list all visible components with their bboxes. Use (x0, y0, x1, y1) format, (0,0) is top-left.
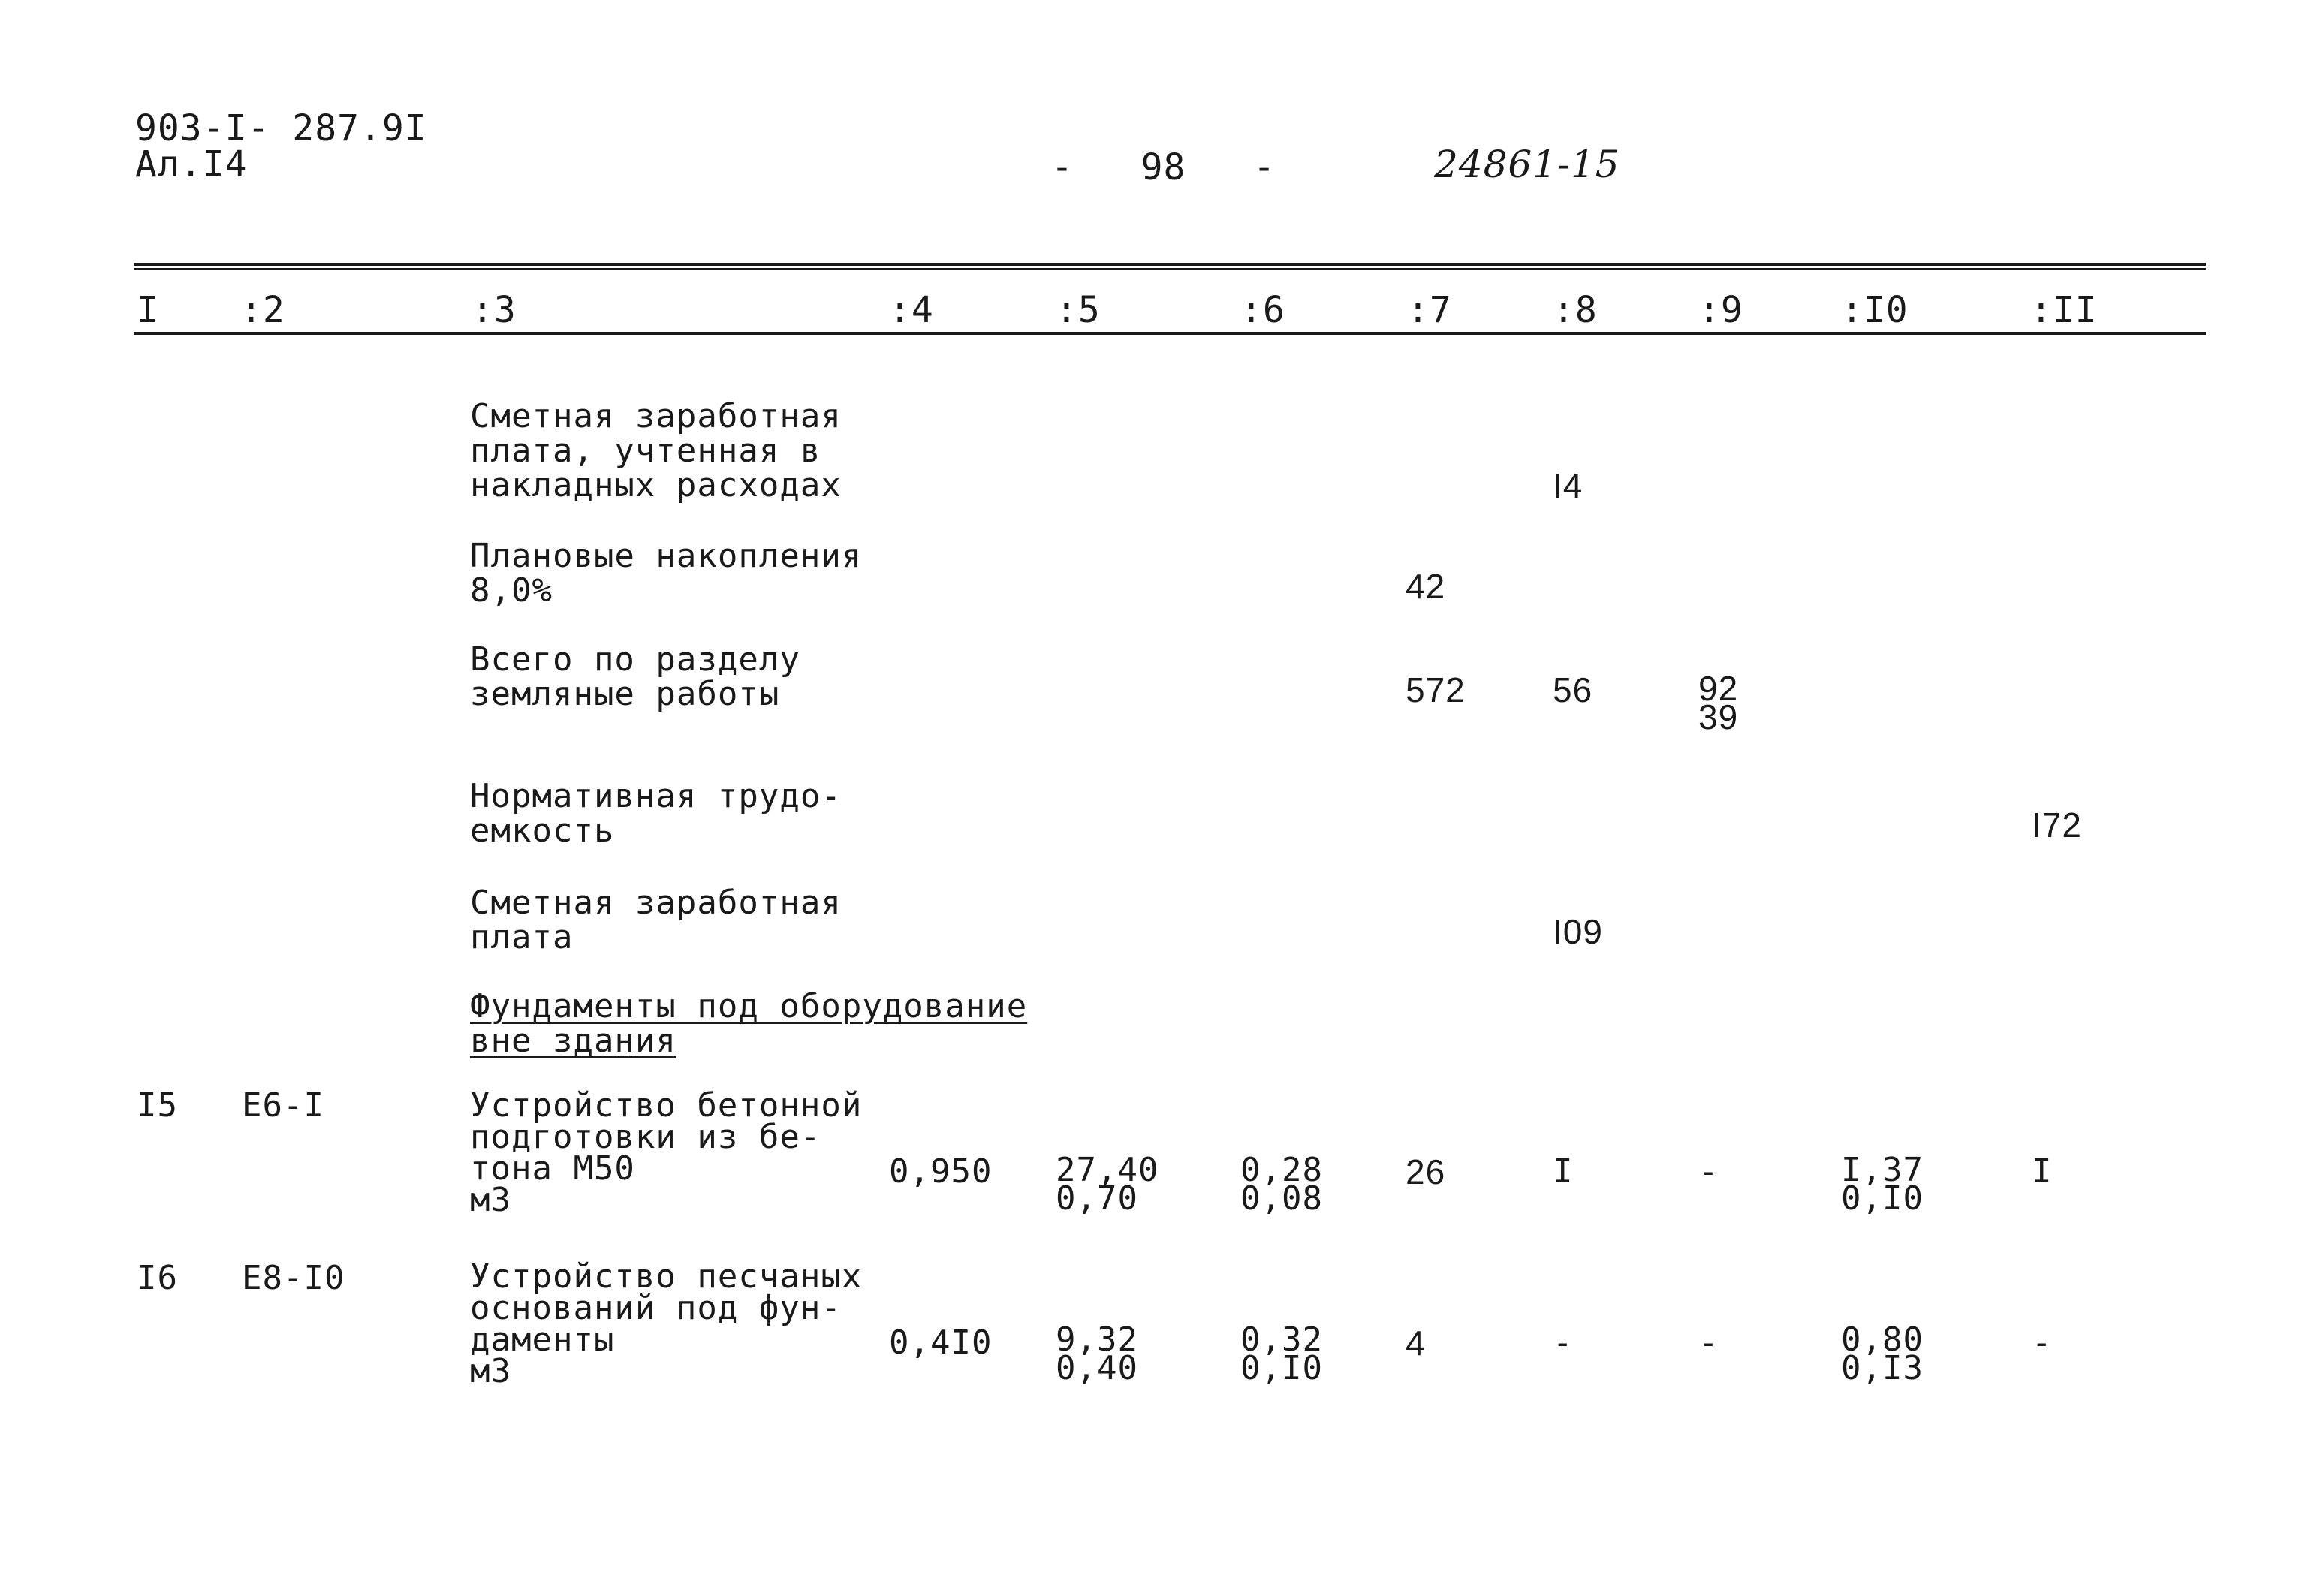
row-description: Сметная заработная плата (470, 884, 842, 956)
header-bottom-rule (134, 332, 2206, 335)
column-header-6: :6 (1240, 289, 1285, 331)
cell-col-6: 0,32 0,I0 (1240, 1320, 1323, 1387)
cell-col-8: - (1553, 1323, 1574, 1362)
page-number: - 98 - (1051, 146, 1276, 188)
cell-col-8: I (1553, 1152, 1574, 1191)
column-header-1: I (137, 289, 159, 331)
cell-col-7: 26 (1406, 1152, 1446, 1191)
sheet-label: Ал.I4 (135, 143, 248, 185)
rate-code: Е8-I0 (242, 1259, 345, 1297)
rate-code: Е6-I (242, 1086, 324, 1125)
cell-col-9: 92 39 (1698, 669, 1739, 736)
cell-col-9: - (1698, 1152, 1719, 1191)
cell-col-8: I4 (1553, 466, 1583, 505)
cell-col-10: I,37 0,I0 (1841, 1151, 1924, 1218)
column-header-5: :5 (1056, 289, 1101, 331)
inventory-stamp: 24861-15 (1434, 143, 1620, 186)
column-header-8: :8 (1553, 289, 1598, 331)
row-description: Плановые накопления 8,0% (470, 537, 863, 610)
column-header-7: :7 (1407, 289, 1452, 331)
column-header-3: :3 (472, 289, 517, 331)
cell-col-7: 572 (1406, 670, 1466, 709)
cell-col-11: I (2032, 1152, 2053, 1191)
cell-col-6: 0,28 0,08 (1240, 1151, 1323, 1218)
column-header-2: :2 (240, 289, 285, 331)
column-header-4: :4 (889, 289, 934, 331)
row-description: Сметная заработная плата, учтенная в накладных расходах (470, 397, 842, 504)
cell-col-10: 0,80 0,I3 (1841, 1320, 1924, 1387)
cell-col-4: 0,4I0 (889, 1323, 993, 1362)
cell-col-8: 56 (1553, 670, 1593, 709)
cell-col-5: 27,40 0,70 (1056, 1151, 1159, 1218)
column-header-11: :II (2030, 289, 2098, 331)
row-description: Устройство бетонной подготовки из бе- тона М50 м3 (470, 1086, 863, 1219)
table-top-rule-thin (134, 268, 2206, 270)
cell-col-8: I09 (1553, 912, 1603, 951)
row-description: Всего по разделу земляные работы (470, 640, 800, 713)
cell-col-7: 4 (1406, 1323, 1426, 1363)
row-description: Устройство песчаных оснований под фун- даменты м3 (470, 1257, 863, 1390)
cell-col-11: - (2032, 1323, 2053, 1362)
table-top-rule (134, 263, 2206, 266)
column-header-9: :9 (1698, 289, 1743, 331)
column-header-10: :I0 (1841, 289, 1909, 331)
cell-col-11: I72 (2032, 806, 2082, 845)
section-heading: Фундаменты под оборудование вне здания (470, 987, 1028, 1060)
cell-col-7: 42 (1406, 567, 1446, 606)
cell-col-9: - (1698, 1323, 1719, 1362)
row-description: Нормативная трудо- емкость (470, 777, 842, 850)
cell-col-4: 0,950 (889, 1152, 993, 1191)
cell-col-5: 9,32 0,40 (1056, 1320, 1138, 1387)
row-number: I6 (137, 1259, 178, 1297)
row-number: I5 (137, 1086, 178, 1125)
document-code: 903-I- 287.9I (135, 107, 427, 149)
